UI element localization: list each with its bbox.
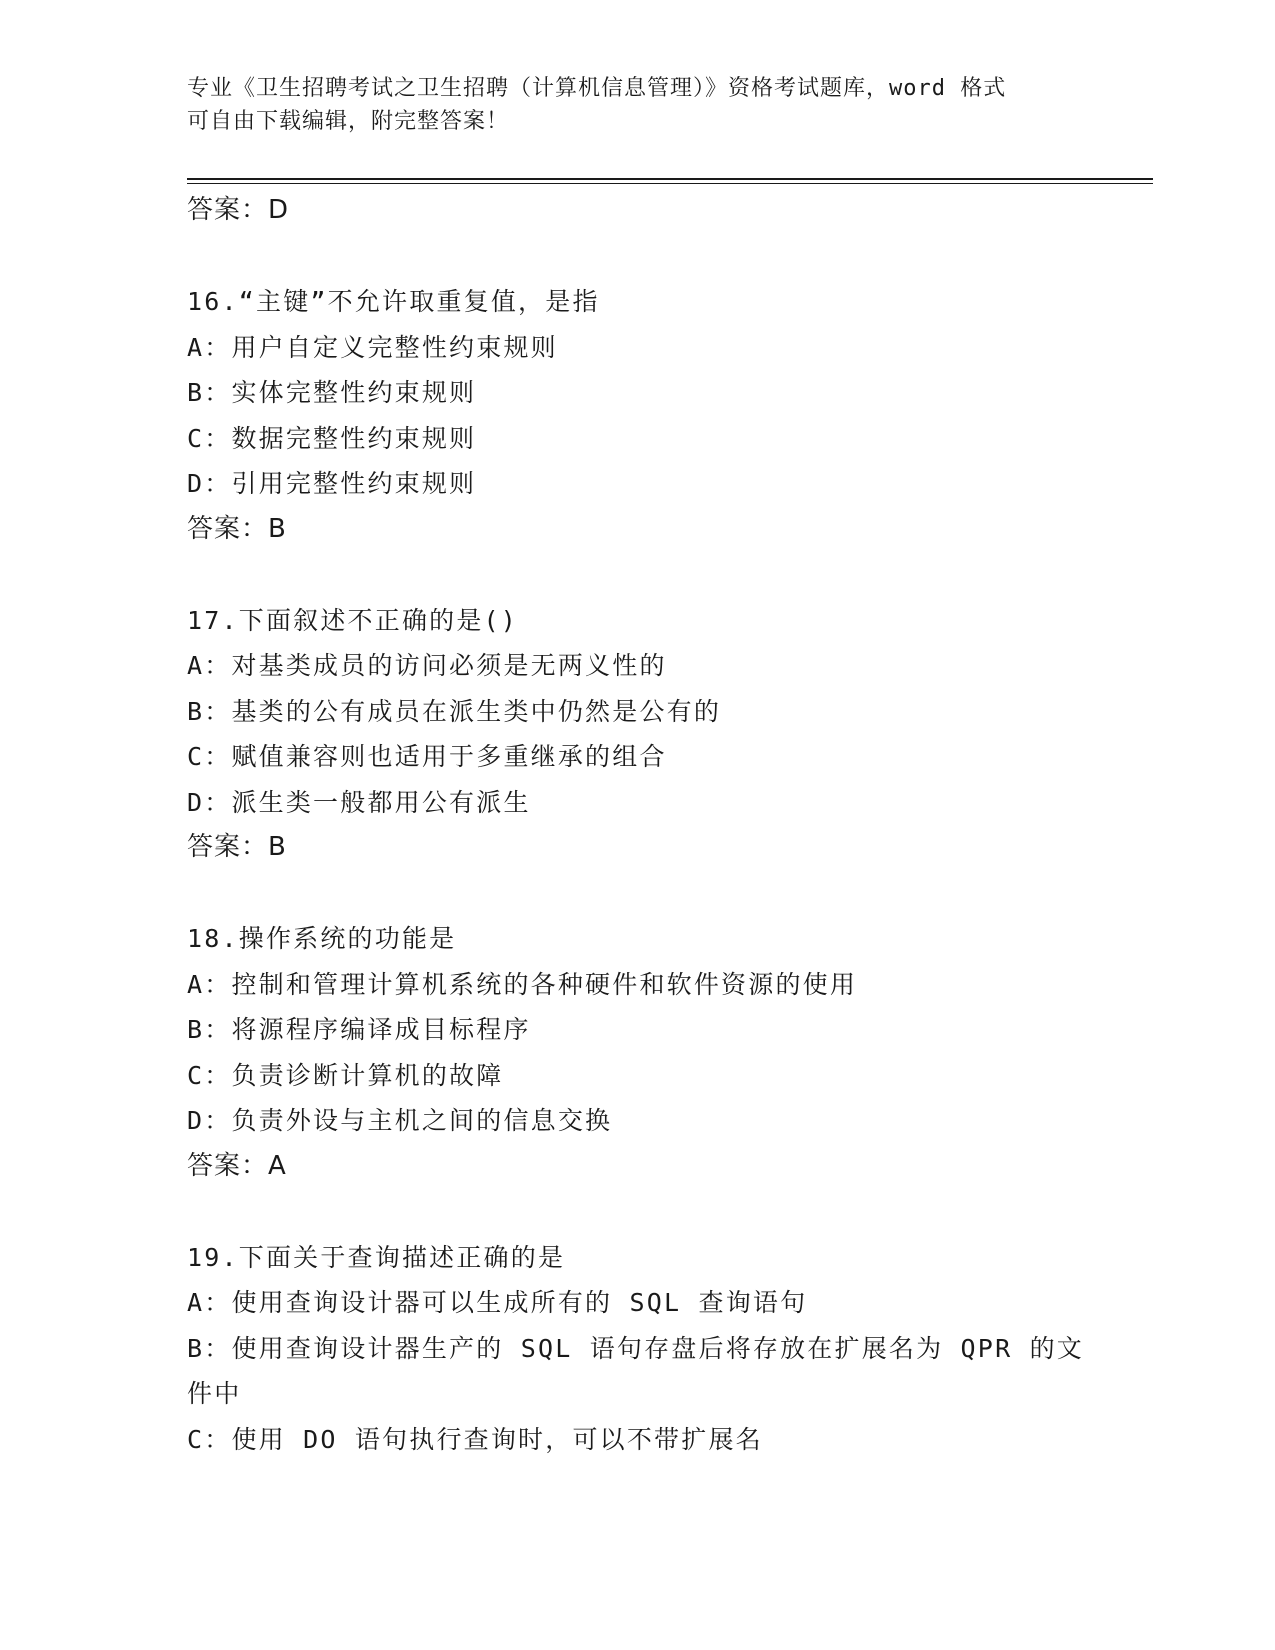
question-answer: 答案：B [187,832,287,862]
spacer [187,552,1087,598]
question-stem: 17.下面叙述不正确的是() [187,605,519,635]
option-b: B：将源程序编译成目标程序 [187,1015,531,1044]
spacer [187,1189,1087,1235]
option-a: A：对基类成员的访问必须是无两义性的 [187,651,667,680]
spacer [187,871,1087,917]
option-a: A：控制和管理计算机系统的各种硬件和软件资源的使用 [187,969,858,999]
question-stem: 18.操作系统的功能是 [187,924,457,953]
header-divider-thick [187,178,1153,180]
option-c: C：数据完整性约束规则 [187,423,477,453]
option-d: D：引用完整性约束规则 [187,469,477,498]
option-c: C：使用 DO 语句执行查询时，可以不带扩展名 [187,1424,763,1454]
option-a: A：用户自定义完整性约束规则 [187,332,558,362]
question-answer: 答案：A [187,1150,287,1181]
option-d: D：负责外设与主机之间的信息交换 [187,1106,613,1135]
question-19 [187,1235,1087,1463]
header-divider-thin [187,183,1153,184]
option-c: C：负责诊断计算机的故障 [187,1060,504,1090]
question-16 [187,279,1087,552]
option-c: C：赋值兼容则也适用于多重继承的组合 [187,742,667,771]
question-18 [187,916,1087,1189]
previous-answer: 答案：D [187,195,290,225]
question-stem: 19.下面关于查询描述正确的是 [187,1242,566,1272]
header-line-1: 专业《卫生招聘考试之卫生招聘（计算机信息管理）》资格考试题库，word 格式 [187,76,1007,101]
question-answer: 答案：B [187,513,287,544]
header-line-2: 可自由下载编辑，附完整答案！ [187,109,510,134]
spacer [187,234,1087,280]
option-d: D：派生类一般都用公有派生 [187,787,531,817]
option-b: B：实体完整性约束规则 [187,378,477,407]
document-body [187,188,1087,1462]
option-b-continued: 件中 [187,1379,242,1408]
question-stem: 16.“主键”不允许取重复值，是指 [187,287,600,316]
option-b: B：使用查询设计器生产的 SQL 语句存盘后将存放在扩展名为 QPR 的文 [187,1333,1084,1363]
option-a: A：使用查询设计器可以生成所有的 SQL 查询语句 [187,1288,808,1317]
document-header [187,72,1087,138]
option-b: B：基类的公有成员在派生类中仍然是公有的 [187,696,722,726]
question-17 [187,598,1087,871]
